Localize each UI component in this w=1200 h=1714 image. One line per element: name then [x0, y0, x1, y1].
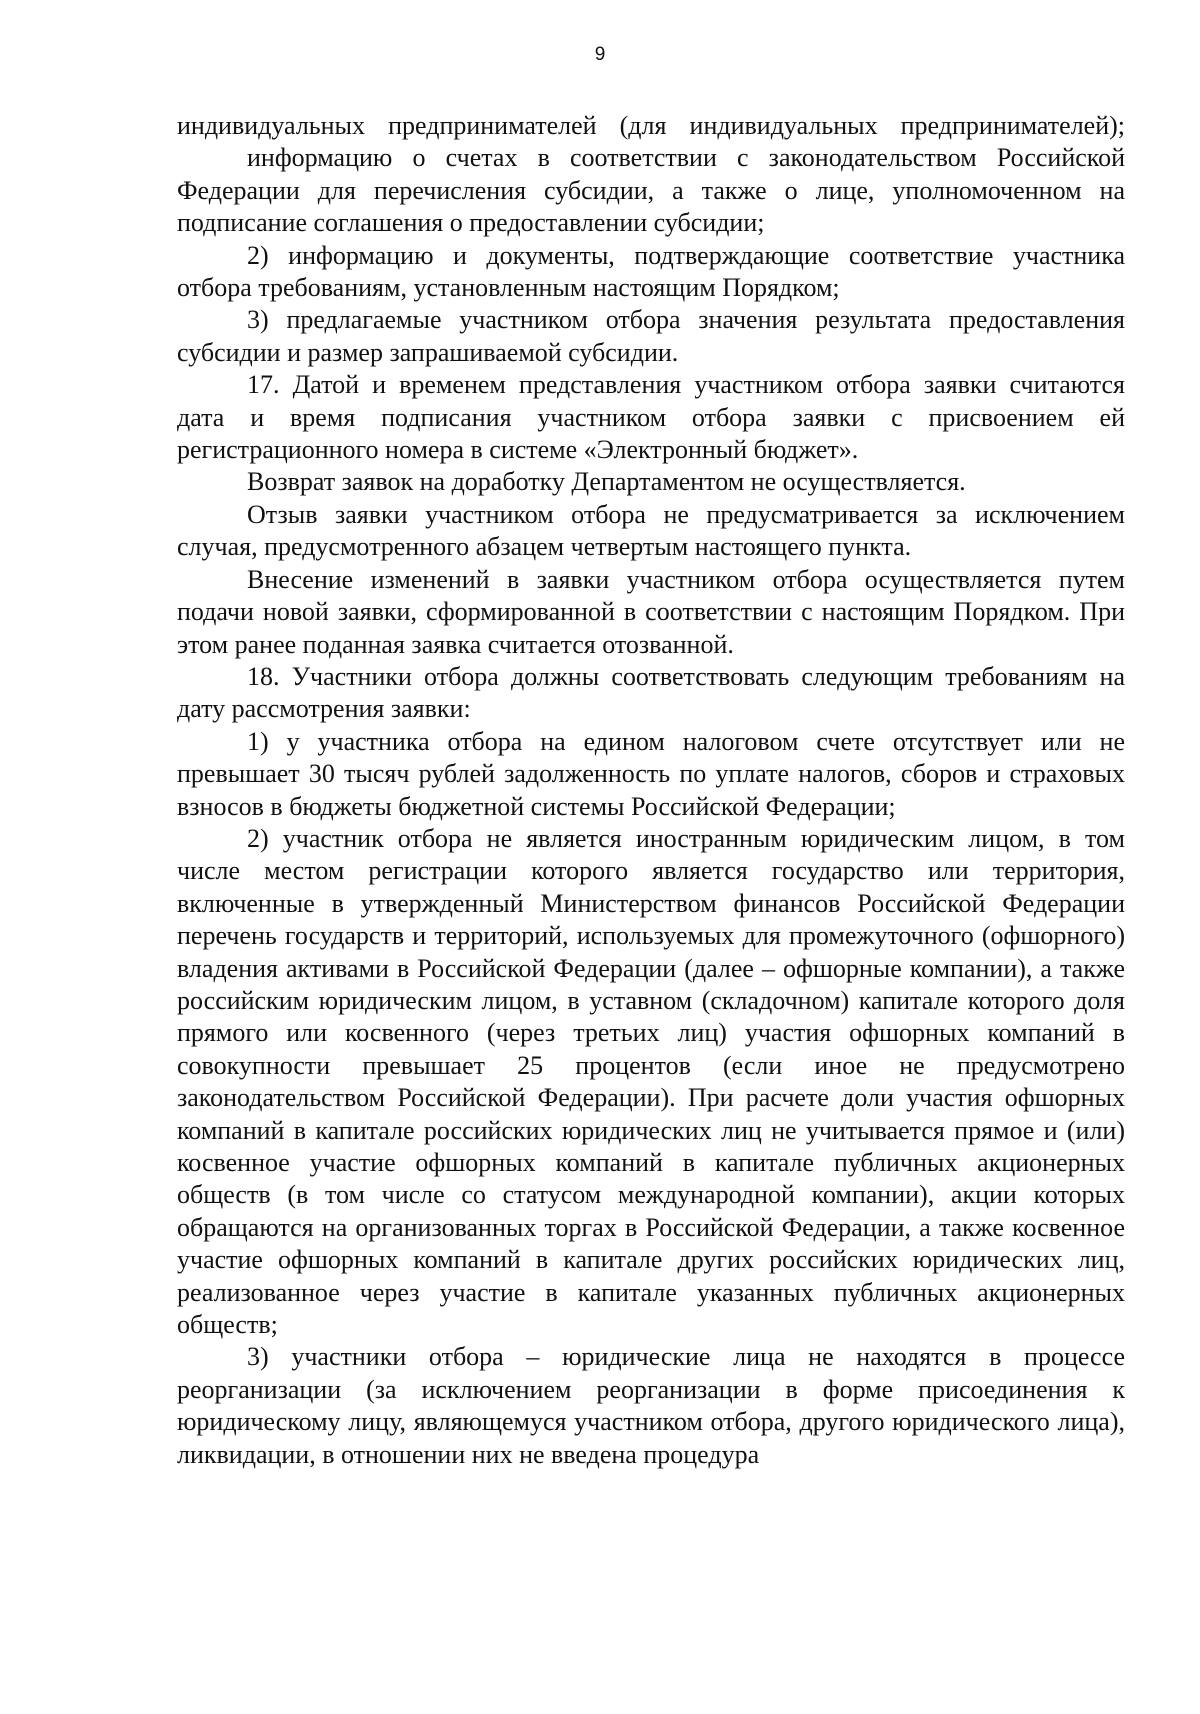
paragraph-withdrawal: Отзыв заявки участником отбора не предусматривается за исключением случая, предусмотренного абзацем четвертым настоящего пункта. — [177, 499, 1125, 562]
paragraph-return-of-applications: Возврат заявок на доработку Департаментом не осуществляется. — [247, 467, 966, 497]
page-number: 9 — [594, 44, 606, 65]
paragraph-clause-17: 17. Датой и временем представления участником отбора заявки считаются дата и время подписания участником отбора заявки с присвоением ей регистрационного номера в системе «Электронный бюджет». — [177, 370, 1125, 465]
paragraph-continued: индивидуальных предпринимателей (для индивидуальных предпринимателей); — [177, 111, 1125, 140]
paragraph-item-3: 3) предлагаемые участником отбора значения результата предоставления субсидии и размер запрашиваемой субсидии. — [177, 305, 1125, 367]
paragraph-requirement-3: 3) участники отбора – юридические лица не находятся в процессе реорганизации (за исключением реорганизации в форме присоединения к юридическому лицу, являющемуся участником отбора, другого юридического лица), ликвидации, в отношении них не введена процедура — [177, 1342, 1125, 1469]
paragraph-requirement-1: 1) у участника отбора на едином налоговом счете отсутствует или не превышает 30 тысяч рублей задолженность по уплате налогов, сборов и страховых взносов в бюджеты бюджетной системы Российской Федерации; — [177, 726, 1125, 821]
paragraph-amendments: Внесение изменений в заявки участником отбора осуществляется путем подачи новой заявки, сформированной в соответствии с настоящим Порядком. При этом ранее поданная заявка считается отозванной. — [177, 564, 1125, 659]
paragraph-accounts-info: информацию о счетах в соответствии с законодательством Российской Федерации для перечисления субсидии, а также о лице, уполномоченном на подписание соглашения о предоставлении субсидии; — [177, 143, 1125, 238]
paragraph-item-2: 2) информацию и документы, подтверждающие соответствие участника отбора требованиям, установленным настоящим Порядком; — [177, 240, 1125, 303]
document-body — [177, 110, 1125, 1471]
paragraph-requirement-2: 2) участник отбора не является иностранным юридическим лицом, в том числе местом регистрации которого является государство или территория, включенные в утвержденный Министерством финансов Российской Федерации перечень государств и территорий, используемых для промежуточного (офшорного) владения активами в Российской Федерации (далее – офшорные компании), а также российским юридическим лицом, в уставном (складочном) капитале которого доля прямого или косвенного (через третьих лиц) участия офшорных компаний в совокупности превышает 25 процентов (если иное не предусмотрено законодательством Российской Федерации). При расчете доли участия офшорных компаний в капитале российских юридических лиц не учитывается прямое и (или) косвенное участие офшорных компаний в капитале публичных акционерных обществ (в том числе со статусом международной компании), акции которых обращаются на организованных торгах в Российской Федерации, а также косвенное участие офшорных компаний в капитале других российских юридических лиц, реализованное через участие в капитале указанных публичных акционерных обществ; — [177, 823, 1125, 1340]
paragraph-clause-18: 18. Участники отбора должны соответствовать следующим требованиям на дату рассмотрения заявки: — [177, 661, 1125, 724]
